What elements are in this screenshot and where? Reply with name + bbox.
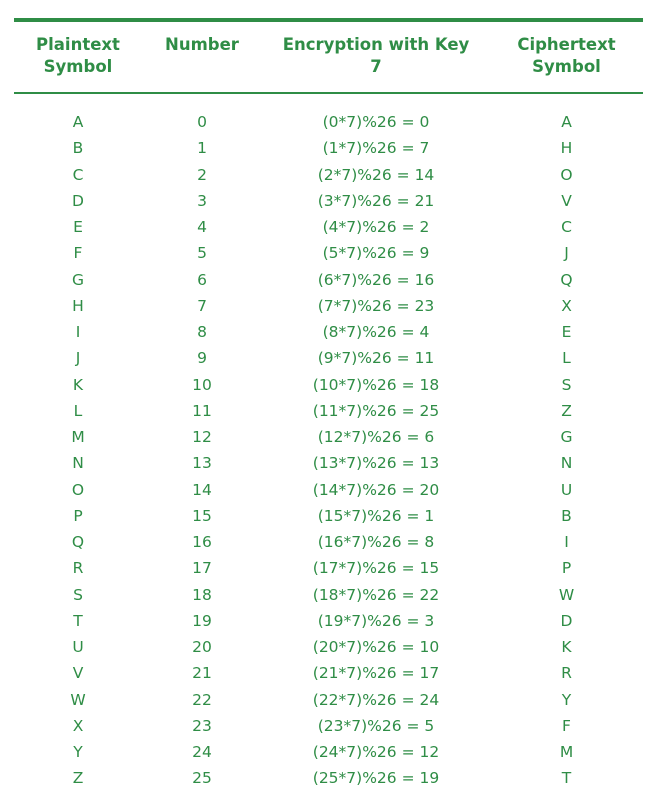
cell-encryption: (10*7)%26 = 18 <box>312 375 440 394</box>
cell-plaintext: J <box>75 349 81 368</box>
cell-number: 12 <box>192 428 212 447</box>
cell-number: 19 <box>192 611 212 630</box>
cell-encryption: (15*7)%26 = 1 <box>317 506 435 525</box>
cell-number: 4 <box>197 218 207 237</box>
table-header-row <box>14 22 643 92</box>
cell-number: 24 <box>192 743 212 762</box>
cell-plaintext: I <box>75 323 81 342</box>
cell-plaintext: G <box>71 270 84 289</box>
cell-ciphertext: G <box>560 428 573 447</box>
table-row <box>14 765 643 791</box>
table-row <box>14 109 643 135</box>
cell-ciphertext: R <box>561 664 572 683</box>
cell-number: 14 <box>192 480 212 499</box>
cell-ciphertext: E <box>561 323 572 342</box>
cell-ciphertext: S <box>561 375 572 394</box>
cell-encryption: (14*7)%26 = 20 <box>312 480 440 499</box>
cell-encryption: (11*7)%26 = 25 <box>312 401 440 420</box>
cell-number: 3 <box>197 191 207 210</box>
cell-encryption: (2*7)%26 = 14 <box>317 165 435 184</box>
cell-encryption: (25*7)%26 = 19 <box>312 769 440 788</box>
cell-ciphertext: Z <box>561 401 572 420</box>
table-row <box>14 608 643 634</box>
cell-number: 25 <box>192 769 212 788</box>
cell-number: 15 <box>192 506 212 525</box>
cell-plaintext: P <box>73 506 83 525</box>
cell-number: 11 <box>192 401 212 420</box>
cell-plaintext: T <box>73 611 83 630</box>
cell-encryption: (19*7)%26 = 3 <box>317 611 435 630</box>
cell-ciphertext: O <box>560 165 573 184</box>
cell-ciphertext: I <box>564 533 569 552</box>
table-body <box>14 109 643 792</box>
table-row <box>14 739 643 765</box>
table-header-rule <box>14 92 643 94</box>
table-row <box>14 135 643 161</box>
cell-plaintext: D <box>72 191 84 210</box>
cell-encryption: (6*7)%26 = 16 <box>317 270 435 289</box>
cell-number: 8 <box>197 323 207 342</box>
cell-number: 20 <box>192 638 212 657</box>
cell-number: 22 <box>192 690 212 709</box>
cell-ciphertext: J <box>564 244 569 263</box>
table-row <box>14 660 643 686</box>
table-row <box>14 503 643 529</box>
cell-plaintext: H <box>72 296 84 315</box>
table-row <box>14 345 643 371</box>
cell-ciphertext: N <box>560 454 573 473</box>
table-row <box>14 319 643 345</box>
cell-plaintext: K <box>72 375 84 394</box>
cell-ciphertext: H <box>560 139 573 158</box>
cell-plaintext: C <box>72 165 84 184</box>
cell-encryption: (24*7)%26 = 12 <box>312 743 440 762</box>
cell-encryption: (20*7)%26 = 10 <box>312 638 440 657</box>
table-row <box>14 450 643 476</box>
table-row <box>14 293 643 319</box>
cell-ciphertext: B <box>561 506 572 525</box>
cell-number: 2 <box>197 165 207 184</box>
cell-encryption: (13*7)%26 = 13 <box>312 454 440 473</box>
cell-plaintext: V <box>72 664 84 683</box>
cell-ciphertext: T <box>561 769 572 788</box>
cipher-table <box>14 18 643 792</box>
cell-ciphertext: Y <box>561 690 572 709</box>
cell-encryption: (5*7)%26 = 9 <box>322 244 430 263</box>
cell-number: 17 <box>192 559 212 578</box>
cell-number: 18 <box>192 585 212 604</box>
cell-ciphertext: C <box>561 218 572 237</box>
table-row <box>14 188 643 214</box>
cell-encryption: (16*7)%26 = 8 <box>317 533 435 552</box>
table-row <box>14 267 643 293</box>
cell-plaintext: R <box>72 559 84 578</box>
cell-encryption: (9*7)%26 = 11 <box>317 349 435 368</box>
cell-number: 21 <box>192 664 212 683</box>
cell-number: 16 <box>192 533 212 552</box>
cell-plaintext: S <box>73 585 83 604</box>
cell-plaintext: Z <box>72 769 84 788</box>
table-row <box>14 398 643 424</box>
table-row <box>14 713 643 739</box>
cell-plaintext: U <box>72 638 84 657</box>
cell-plaintext: Q <box>71 533 85 552</box>
cell-number: 7 <box>197 296 207 315</box>
table-row <box>14 582 643 608</box>
cell-ciphertext: L <box>562 349 571 368</box>
cell-number: 0 <box>197 113 207 132</box>
table-row <box>14 424 643 450</box>
cell-encryption: (8*7)%26 = 4 <box>322 323 430 342</box>
table-row <box>14 529 643 555</box>
table-row <box>14 687 643 713</box>
cell-plaintext: A <box>72 113 84 132</box>
table-row <box>14 634 643 660</box>
cell-ciphertext: V <box>561 191 572 210</box>
cell-plaintext: O <box>71 480 85 499</box>
cell-encryption: (3*7)%26 = 21 <box>317 191 435 210</box>
cell-ciphertext: D <box>560 611 573 630</box>
cell-number: 9 <box>197 349 207 368</box>
header-encryption-with-key: Encryption with Key 7 <box>282 35 470 76</box>
cell-encryption: (17*7)%26 = 15 <box>312 559 440 578</box>
cell-ciphertext: W <box>558 585 575 604</box>
cell-encryption: (0*7)%26 = 0 <box>322 113 430 132</box>
cell-encryption: (23*7)%26 = 5 <box>317 716 435 735</box>
table-row <box>14 214 643 240</box>
cell-plaintext: M <box>71 428 85 447</box>
table-row <box>14 477 643 503</box>
cell-plaintext: F <box>73 244 83 263</box>
cell-ciphertext: A <box>561 113 572 132</box>
cell-ciphertext: M <box>559 743 574 762</box>
cell-ciphertext: Q <box>560 270 573 289</box>
header-number: Number <box>165 35 239 54</box>
cell-encryption: (4*7)%26 = 2 <box>322 218 430 237</box>
header-ciphertext-symbol: Ciphertext Symbol <box>517 35 616 76</box>
cell-encryption: (18*7)%26 = 22 <box>312 585 440 604</box>
cell-plaintext: X <box>72 716 84 735</box>
cell-encryption: (22*7)%26 = 24 <box>312 690 440 709</box>
cell-number: 13 <box>192 454 212 473</box>
cell-number: 6 <box>197 270 207 289</box>
cell-ciphertext: X <box>561 296 572 315</box>
cell-encryption: (7*7)%26 = 23 <box>317 296 435 315</box>
table-row <box>14 555 643 581</box>
cell-ciphertext: U <box>560 480 573 499</box>
cell-number: 5 <box>197 244 207 263</box>
table-row <box>14 240 643 266</box>
cell-number: 10 <box>192 375 212 394</box>
cell-plaintext: Y <box>73 743 83 762</box>
cell-plaintext: W <box>70 690 86 709</box>
cell-encryption: (12*7)%26 = 6 <box>317 428 435 447</box>
cell-plaintext: E <box>73 218 83 237</box>
header-plaintext-symbol: Plaintext Symbol <box>36 35 120 76</box>
cell-encryption: (21*7)%26 = 17 <box>312 664 440 683</box>
cell-plaintext: L <box>73 401 83 420</box>
cell-number: 1 <box>197 139 207 158</box>
table-row <box>14 372 643 398</box>
cell-ciphertext: F <box>562 716 571 735</box>
cell-ciphertext: P <box>561 559 572 578</box>
cell-encryption: (1*7)%26 = 7 <box>322 139 430 158</box>
table-row <box>14 162 643 188</box>
cell-plaintext: N <box>72 454 84 473</box>
cell-plaintext: B <box>72 139 84 158</box>
cell-ciphertext: K <box>561 638 572 657</box>
cell-number: 23 <box>192 716 212 735</box>
